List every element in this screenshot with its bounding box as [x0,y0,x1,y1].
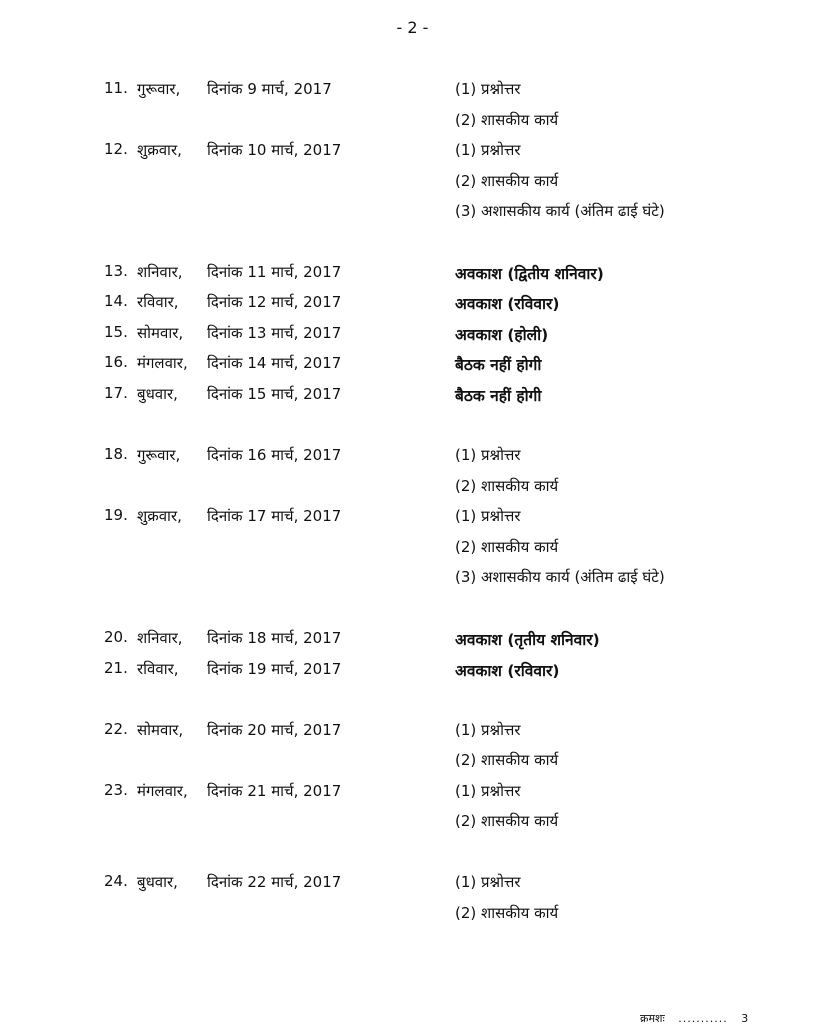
row-date: दिनांक 21 मार्च, 2017 [207,782,342,800]
row-date: दिनांक 13 मार्च, 2017 [207,324,342,342]
continuation-note [640,1011,748,1026]
row-number: 22. [104,720,128,738]
agenda-item: (1) प्रश्नोत्तर [455,141,521,159]
row-date: दिनांक 9 मार्च, 2017 [207,80,332,98]
row-day: शुक्रवार, [137,507,182,525]
continuation-dots: ........... [678,1012,728,1025]
row-date: दिनांक 19 मार्च, 2017 [207,660,342,678]
row-date: दिनांक 18 मार्च, 2017 [207,629,342,647]
agenda-item: (1) प्रश्नोत्तर [455,873,521,891]
continuation-label: क्रमशः [640,1012,665,1025]
agenda-item: (1) प्रश्नोत्तर [455,507,521,525]
row-day: रविवार, [137,293,179,311]
row-day: गुरूवार, [137,80,181,98]
holiday-item: अवकाश (होली) [455,326,549,344]
row-number: 11. [104,79,128,97]
agenda-item: (2) शासकीय कार्य [455,477,559,495]
row-number: 12. [104,140,128,158]
row-day: सोमवार, [137,324,184,342]
row-date: दिनांक 22 मार्च, 2017 [207,873,342,891]
no-sitting-item: बैठक नहीं होगी [455,356,542,374]
holiday-item: अवकाश (तृतीय शनिवार) [455,631,600,649]
row-number: 18. [104,445,128,463]
row-date: दिनांक 15 मार्च, 2017 [207,385,342,403]
holiday-item: अवकाश (द्वितीय शनिवार) [455,265,604,283]
row-date: दिनांक 17 मार्च, 2017 [207,507,342,525]
row-number: 14. [104,292,128,310]
agenda-item: (1) प्रश्नोत्तर [455,80,521,98]
agenda-item: (2) शासकीय कार्य [455,111,559,129]
row-day: गुरूवार, [137,446,181,464]
row-day: सोमवार, [137,721,184,739]
row-number: 13. [104,262,128,280]
agenda-item: (2) शासकीय कार्य [455,172,559,190]
no-sitting-item: बैठक नहीं होगी [455,387,542,405]
holiday-item: अवकाश (रविवार) [455,295,560,313]
row-number: 20. [104,628,128,646]
row-day: शनिवार, [137,629,183,647]
row-number: 21. [104,659,128,677]
row-day: रविवार, [137,660,179,678]
agenda-item: (2) शासकीय कार्य [455,751,559,769]
next-page-number: 3 [741,1012,749,1025]
agenda-item: (1) प्रश्नोत्तर [455,721,521,739]
agenda-item: (3) अशासकीय कार्य (अंतिम ढाई घंटे) [455,202,665,220]
agenda-item: (2) शासकीय कार्य [455,538,559,556]
row-date: दिनांक 10 मार्च, 2017 [207,141,342,159]
row-day: शनिवार, [137,263,183,281]
page-number: - 2 - [396,18,429,37]
row-day: बुधवार, [137,385,178,403]
row-number: 16. [104,353,128,371]
agenda-item: (1) प्रश्नोत्तर [455,782,521,800]
row-day: मंगलवार, [137,782,188,800]
row-date: दिनांक 14 मार्च, 2017 [207,354,342,372]
row-day: मंगलवार, [137,354,188,372]
agenda-item: (2) शासकीय कार्य [455,904,559,922]
row-number: 15. [104,323,128,341]
row-number: 17. [104,384,128,402]
row-day: बुधवार, [137,873,178,891]
row-date: दिनांक 16 मार्च, 2017 [207,446,342,464]
row-day: शुक्रवार, [137,141,182,159]
holiday-item: अवकाश (रविवार) [455,662,560,680]
row-number: 19. [104,506,128,524]
row-date: दिनांक 20 मार्च, 2017 [207,721,342,739]
row-date: दिनांक 12 मार्च, 2017 [207,293,342,311]
row-date: दिनांक 11 मार्च, 2017 [207,263,342,281]
row-number: 24. [104,872,128,890]
agenda-item: (2) शासकीय कार्य [455,812,559,830]
agenda-item: (1) प्रश्नोत्तर [455,446,521,464]
agenda-item: (3) अशासकीय कार्य (अंतिम ढाई घंटे) [455,568,665,586]
row-number: 23. [104,781,128,799]
